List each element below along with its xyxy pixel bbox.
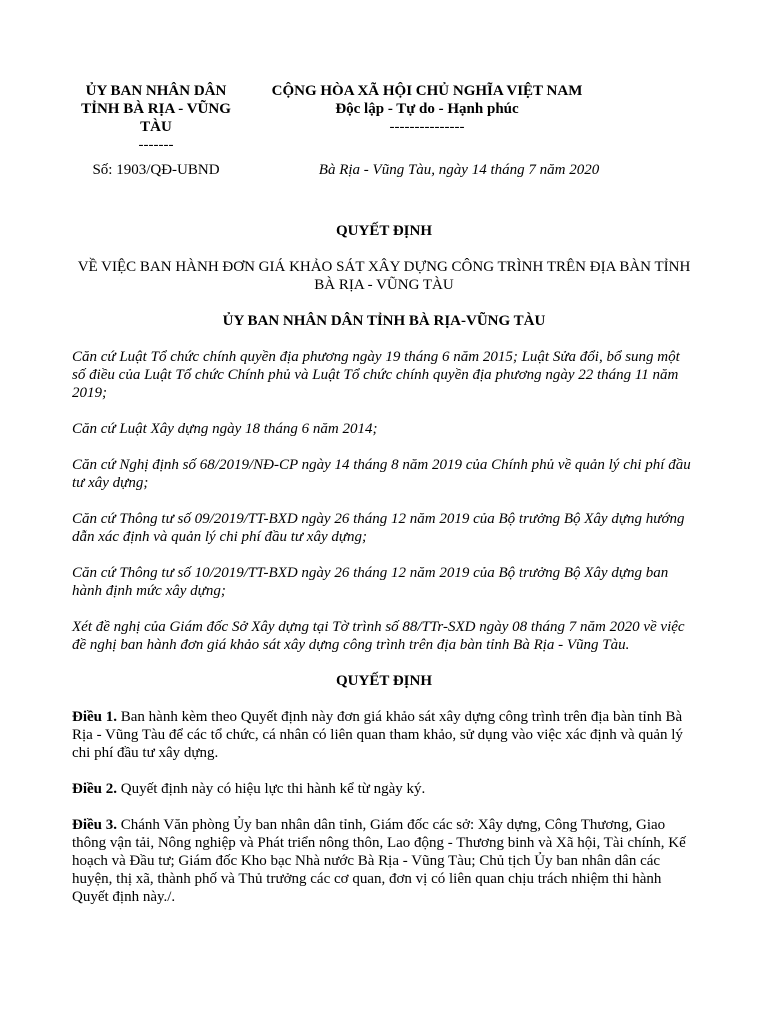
article-3-label: Điều 3. [72,817,117,833]
issuing-authority-heading: ỦY BAN NHÂN DÂN TỈNH BÀ RỊA-VŨNG TÀU [222,313,546,329]
national-motto: Độc lập - Tự do - Hạnh phúc [335,101,519,117]
authority-divider: ------- [138,137,174,153]
preamble-item: Căn cứ Nghị định số 68/2019/NĐ-CP ngày 14 tháng 8 năm 2019 của Chính phủ về quản lý chi phí đầu tư xây dựng; [72,457,691,491]
document-title: QUYẾT ĐỊNH [336,223,432,239]
article-3-text: Chánh Văn phòng Ủy ban nhân dân tỉnh, Giám đốc các sở: Xây dựng, Công Thương, Giao thông vận tải, Nông nghiệp và Phát triển nông thôn, Lao động - Thương binh và Xã hội, Tài chính, Kế hoạch và Đầu tư; Giám đốc Kho bạc Nhà nước Bà Rịa - Vũng Tàu; Chủ tịch Ủy ban nhân dân các huyện, thị xã, thành phố và Thủ trưởng các cơ quan, đơn vị có liên quan chịu trách nhiệm thi hành Quyết định này./. [72,817,686,905]
nation-name: CỘNG HÒA XÃ HỘI CHỦ NGHĨA VIỆT NAM [271,83,583,99]
document-number: Số: 1903/QĐ-UBND [92,162,220,178]
motto-divider: --------------- [389,119,465,135]
document-subtitle: VỀ VIỆC BAN HÀNH ĐƠN GIÁ KHẢO SÁT XÂY DỰNG CÔNG TRÌNH TRÊN ĐỊA BÀN TỈNH BÀ RỊA - VŨNG TÀU [77,259,691,293]
preamble-item: Căn cứ Thông tư số 09/2019/TT-BXD ngày 26 tháng 12 năm 2019 của Bộ trưởng Bộ Xây dựng hướng dẫn xác định và quản lý chi phí đầu tư xây dựng; [72,511,685,545]
article-2-label: Điều 2. [72,781,117,797]
preamble-item: Xét đề nghị của Giám đốc Sở Xây dựng tại Tờ trình số 88/TTr-SXD ngày 08 tháng 7 năm 2020 về việc đề nghị ban hành đơn giá khảo sát xây dựng công trình trên địa bàn tỉnh Bà Rịa - Vũng Tàu. [72,619,685,653]
preamble-item: Căn cứ Luật Tổ chức chính quyền địa phương ngày 19 tháng 6 năm 2015; Luật Sửa đổi, bổ sung một số điều của Luật Tổ chức Chính phủ và Luật Tổ chức chính quyền địa phương ngày 22 tháng 11 năm 2019; [72,349,680,401]
article-2-text: Quyết định này có hiệu lực thi hành kể từ ngày ký. [117,781,426,797]
document-body [72,222,696,906]
national-motto-block [262,82,592,136]
preamble-item: Căn cứ Luật Xây dựng ngày 18 tháng 6 năm 2014; [72,421,378,437]
article-1-text: Ban hành kèm theo Quyết định này đơn giá khảo sát xây dựng công trình trên địa bàn tỉnh Bà Rịa - Vũng Tàu để các tổ chức, cá nhân có liên quan tham khảo, sử dụng vào việc xác định và quản lý chi phí đầu tư xây dựng. [72,709,683,761]
article-3 [72,816,696,906]
decision-heading: QUYẾT ĐỊNH [336,673,432,689]
issuing-authority-line-2: TỈNH BÀ RỊA - VŨNG [81,101,231,117]
issuing-authority-line-3: TÀU [140,119,172,135]
article-1 [72,708,696,762]
article-2 [72,780,696,798]
preamble-list [72,348,696,654]
preamble-item: Căn cứ Thông tư số 10/2019/TT-BXD ngày 26 tháng 12 năm 2019 của Bộ trưởng Bộ Xây dựng ban hành định mức xây dựng; [72,565,669,599]
issuing-authority-line-1: ỦY BAN NHÂN DÂN [85,83,227,99]
document-date: Bà Rịa - Vũng Tàu, ngày 14 tháng 7 năm 2020 [318,162,600,178]
articles-list [72,708,696,906]
issuing-authority-block [74,82,238,154]
article-1-label: Điều 1. [72,709,117,725]
